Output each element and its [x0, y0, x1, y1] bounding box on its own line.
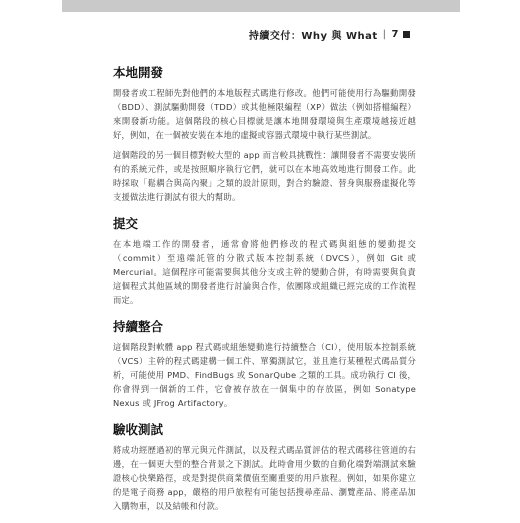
paragraph: 這個階段的另一個目標對較大型的 app 而言較具挑戰性：讓開發者不需要安裝所有的系統元件，或是按照順序執行它們，就可以在本地高效地進行開發工作。此時採取「鬆耦合與高內聚」之類的設計原則，對合約驗證、替身與服務虛擬化等支援做法進行測試有很大的幫助。 [113, 150, 416, 202]
section-commit [113, 214, 416, 307]
page-number: 7 [391, 29, 399, 40]
running-header [249, 27, 410, 42]
page-body [113, 63, 416, 523]
paragraph: 開發者或工程師先對他們的本地版程式碼進行修改。他們可能使用行為驅動開發（BDD）、測試驅動開發（TDD）或其他極限編程（XP）做法（例如搭檔編程）來開發新功能。這個階段的核心目標就是讓本地開發環境與生產環境越接近越好，例如，在一個被安裝在本地的虛擬或容器式環境中執行某些測試。 [113, 88, 416, 140]
paragraph: 在本地端工作的開發者，通常會將他們修改的程式碼與組態的變動提交（commit）至遠端託管的分散式版本控制系統（DVCS），例如 Git 或 Mercurial。這個程序可能需要與其他分支或主幹的變動合併，有時需要與負責這個程式其他區域的開發者進行討論與合作，依團隊或組織已經完成的工作流程而定。 [113, 239, 416, 305]
section-acceptance-testing [113, 420, 416, 513]
section-heading: 驗收測試 [113, 422, 164, 437]
section-local-development [113, 63, 416, 204]
paragraph: 這個階段對軟體 app 程式碼或組態變動進行持續整合（CI），使用版本控制系統（VCS）主幹的程式碼建構一個工件、單獨測試它，並且進行某種程式碼品質分析，可能使用 PMD、FindBugs 或 SonarQube 之類的工具。成功執行 CI 後，你會得到一個新的工件，它會被存放在一個集中的存放區，例如 Sonatype Nexus 或 JFrog Artifactory。 [113, 342, 416, 408]
header-separator: | [382, 29, 387, 40]
paragraph: 將成功經歷過初的單元與元件測試，以及程式碼品質評估的程式碼移往管道的右邊，在一個更大型的整合背景之下測試。此時會用少數的自動化端對端測試來驗證核心快樂路徑，或是對提供商業價值至關重要的用戶旅程。例如，如果你建立的是電子商務 app，嚴格的用戶旅程有可能包括搜尋產品、瀏覽產品、將產品加入購物車，以及結帳和付款。 [113, 445, 416, 511]
section-continuous-integration [113, 317, 416, 410]
section-heading: 本地開發 [113, 65, 164, 80]
header-square-mark [403, 31, 410, 38]
top-edge-bar [62, 0, 460, 12]
section-heading: 提交 [113, 216, 139, 231]
section-heading: 持續整合 [113, 319, 164, 334]
header-title: 持續交付：Why 與 What [248, 31, 378, 42]
